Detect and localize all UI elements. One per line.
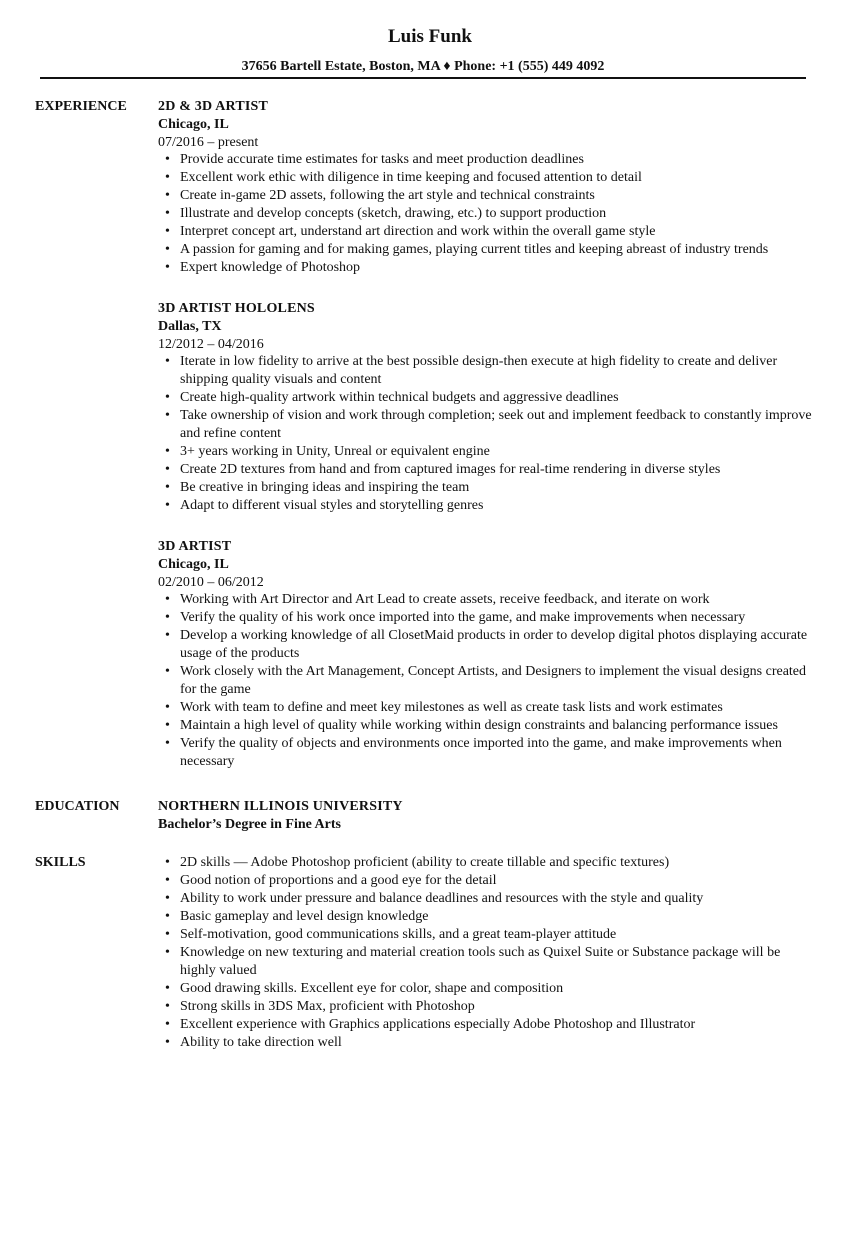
- bullet-item: [158, 205, 818, 223]
- header-divider: [40, 77, 806, 79]
- bullet-dot-icon: •: [165, 909, 170, 924]
- bullet-item: [158, 461, 818, 479]
- skills-section-label: SKILLS: [35, 855, 86, 870]
- bullet-item: [158, 187, 818, 205]
- bullet-item: [158, 407, 818, 443]
- job-title: 2D & 3D ARTIST: [158, 99, 269, 114]
- bullet-dot-icon: •: [165, 260, 170, 275]
- skills-bullet-list: [158, 854, 818, 1052]
- bullet-text: Develop a working knowledge of all ClosetMaid products in order to develop digital photos displaying accurate usage of the products: [180, 628, 808, 661]
- bullet-dot-icon: •: [165, 152, 170, 167]
- bullet-text: Create 2D textures from hand and from captured images for real-time rendering in diverse styles: [180, 462, 721, 477]
- bullet-dot-icon: •: [165, 981, 170, 996]
- bullet-dot-icon: •: [165, 700, 170, 715]
- job-entry-1: [158, 98, 818, 277]
- bullet-dot-icon: •: [165, 206, 170, 221]
- bullet-dot-icon: •: [165, 498, 170, 513]
- bullet-text: Ability to take direction well: [180, 1035, 342, 1050]
- bullet-dot-icon: •: [165, 1035, 170, 1050]
- bullet-dot-icon: •: [165, 242, 170, 257]
- bullet-item: [158, 627, 818, 663]
- bullet-text: Knowledge on new texturing and material creation tools such as Quixel Suite or Substance package will be highly valued: [180, 945, 781, 978]
- bullet-text: Working with Art Director and Art Lead to create assets, receive feedback, and iterate on work: [180, 592, 710, 607]
- bullet-text: Create in-game 2D assets, following the art style and technical constraints: [180, 188, 595, 203]
- bullet-dot-icon: •: [165, 873, 170, 888]
- bullet-dot-icon: •: [165, 664, 170, 679]
- bullet-item: [158, 151, 818, 169]
- bullet-item: [158, 735, 818, 771]
- bullet-text: Verify the quality of his work once imported into the game, and make improvements when necessary: [180, 610, 746, 625]
- contact-line: 37656 Bartell Estate, Boston, MA ♦ Phone: +1 (555) 449 4092: [241, 59, 605, 74]
- bullet-text: Basic gameplay and level design knowledge: [180, 909, 429, 924]
- job-entry-2: [158, 300, 818, 515]
- bullet-text: Work closely with the Art Management, Concept Artists, and Designers to implement the visual designs created for the game: [180, 664, 807, 697]
- job-dates: 07/2016 – present: [158, 135, 259, 150]
- bullet-text: Good drawing skills. Excellent eye for color, shape and composition: [180, 981, 564, 996]
- bullet-dot-icon: •: [165, 610, 170, 625]
- bullet-item: [158, 497, 818, 515]
- job-title: 3D ARTIST: [158, 539, 232, 554]
- bullet-dot-icon: •: [165, 891, 170, 906]
- bullet-text: Excellent work ethic with diligence in time keeping and focused attention to detail: [180, 170, 642, 185]
- bullet-dot-icon: •: [165, 462, 170, 477]
- bullet-dot-icon: •: [165, 408, 170, 423]
- bullet-text: Adapt to different visual styles and storytelling genres: [180, 498, 484, 513]
- bullet-text: Strong skills in 3DS Max, proficient with Photoshop: [180, 999, 475, 1014]
- education-section-label: EDUCATION: [35, 799, 120, 814]
- job-dates: 02/2010 – 06/2012: [158, 575, 264, 590]
- job-bullet-list: [158, 151, 818, 277]
- bullet-item: [158, 443, 818, 461]
- bullet-text: Work with team to define and meet key milestones as well as create task lists and work estimates: [180, 700, 723, 715]
- bullet-item: [158, 872, 818, 890]
- bullet-item: [158, 998, 818, 1016]
- job-entry-3: [158, 538, 818, 771]
- bullet-dot-icon: •: [165, 188, 170, 203]
- school-name: NORTHERN ILLINOIS UNIVERSITY: [158, 799, 403, 814]
- experience-section-label: EXPERIENCE: [35, 99, 127, 114]
- bullet-text: Interpret concept art, understand art direction and work within the overall game style: [180, 224, 656, 239]
- degree: Bachelor’s Degree in Fine Arts: [158, 817, 341, 832]
- skills-entry: [158, 854, 818, 1052]
- bullet-dot-icon: •: [165, 354, 170, 369]
- bullet-item: [158, 854, 818, 872]
- job-location: Chicago, IL: [158, 557, 229, 572]
- bullet-item: [158, 890, 818, 908]
- bullet-text: Create high-quality artwork within technical budgets and aggressive deadlines: [180, 390, 619, 405]
- bullet-item: [158, 908, 818, 926]
- bullet-text: Self-motivation, good communications skills, and a great team-player attitude: [180, 927, 617, 942]
- bullet-dot-icon: •: [165, 718, 170, 733]
- bullet-item: [158, 926, 818, 944]
- bullet-item: [158, 591, 818, 609]
- bullet-text: Be creative in bringing ideas and inspiring the team: [180, 480, 470, 495]
- bullet-text: Verify the quality of objects and environments once imported into the game, and make improvements when necessary: [180, 736, 782, 769]
- bullet-dot-icon: •: [165, 444, 170, 459]
- bullet-dot-icon: •: [165, 736, 170, 751]
- education-entry: [158, 798, 818, 834]
- bullet-text: Maintain a high level of quality while working within design constraints and balancing performance issues: [180, 718, 778, 733]
- bullet-item: [158, 169, 818, 187]
- bullet-item: [158, 353, 818, 389]
- bullet-dot-icon: •: [165, 170, 170, 185]
- bullet-item: [158, 389, 818, 407]
- bullet-item: [158, 479, 818, 497]
- bullet-text: Take ownership of vision and work through completion; seek out and implement feedback to constantly improve and refine content: [180, 408, 812, 441]
- bullet-dot-icon: •: [165, 927, 170, 942]
- bullet-item: [158, 223, 818, 241]
- bullet-text: Good notion of proportions and a good eye for the detail: [180, 873, 497, 888]
- bullet-item: [158, 1034, 818, 1052]
- bullet-text: A passion for gaming and for making games, playing current titles and keeping abreast of industry trends: [180, 242, 769, 257]
- bullet-dot-icon: •: [165, 1017, 170, 1032]
- bullet-text: Ability to work under pressure and balance deadlines and resources with the style and quality: [180, 891, 704, 906]
- job-bullet-list: [158, 591, 818, 771]
- job-location: Chicago, IL: [158, 117, 229, 132]
- bullet-dot-icon: •: [165, 945, 170, 960]
- bullet-text: Expert knowledge of Photoshop: [180, 260, 361, 275]
- bullet-text: Illustrate and develop concepts (sketch, drawing, etc.) to support production: [180, 206, 607, 221]
- bullet-dot-icon: •: [165, 855, 170, 870]
- job-dates: 12/2012 – 04/2016: [158, 337, 264, 352]
- bullet-item: [158, 717, 818, 735]
- bullet-item: [158, 944, 818, 980]
- bullet-dot-icon: •: [165, 628, 170, 643]
- bullet-dot-icon: •: [165, 999, 170, 1014]
- bullet-item: [158, 980, 818, 998]
- bullet-dot-icon: •: [165, 592, 170, 607]
- candidate-name: Luis Funk: [388, 26, 472, 47]
- bullet-dot-icon: •: [165, 390, 170, 405]
- bullet-item: [158, 663, 818, 699]
- job-location: Dallas, TX: [158, 319, 222, 334]
- bullet-item: [158, 699, 818, 717]
- bullet-text: 2D skills — Adobe Photoshop proficient (ability to create tillable and specific textures): [180, 855, 670, 870]
- bullet-text: Iterate in low fidelity to arrive at the best possible design-then execute at high fidelity to create and deliver shipping quality visuals and content: [180, 354, 778, 387]
- job-title: 3D ARTIST HOLOLENS: [158, 301, 315, 316]
- bullet-text: Provide accurate time estimates for tasks and meet production deadlines: [180, 152, 584, 167]
- job-bullet-list: [158, 353, 818, 515]
- bullet-dot-icon: •: [165, 480, 170, 495]
- bullet-dot-icon: •: [165, 224, 170, 239]
- bullet-item: [158, 1016, 818, 1034]
- bullet-item: [158, 259, 818, 277]
- bullet-text: Excellent experience with Graphics applications especially Adobe Photoshop and Illustrator: [180, 1017, 696, 1032]
- bullet-item: [158, 241, 818, 259]
- bullet-item: [158, 609, 818, 627]
- bullet-text: 3+ years working in Unity, Unreal or equivalent engine: [180, 444, 490, 459]
